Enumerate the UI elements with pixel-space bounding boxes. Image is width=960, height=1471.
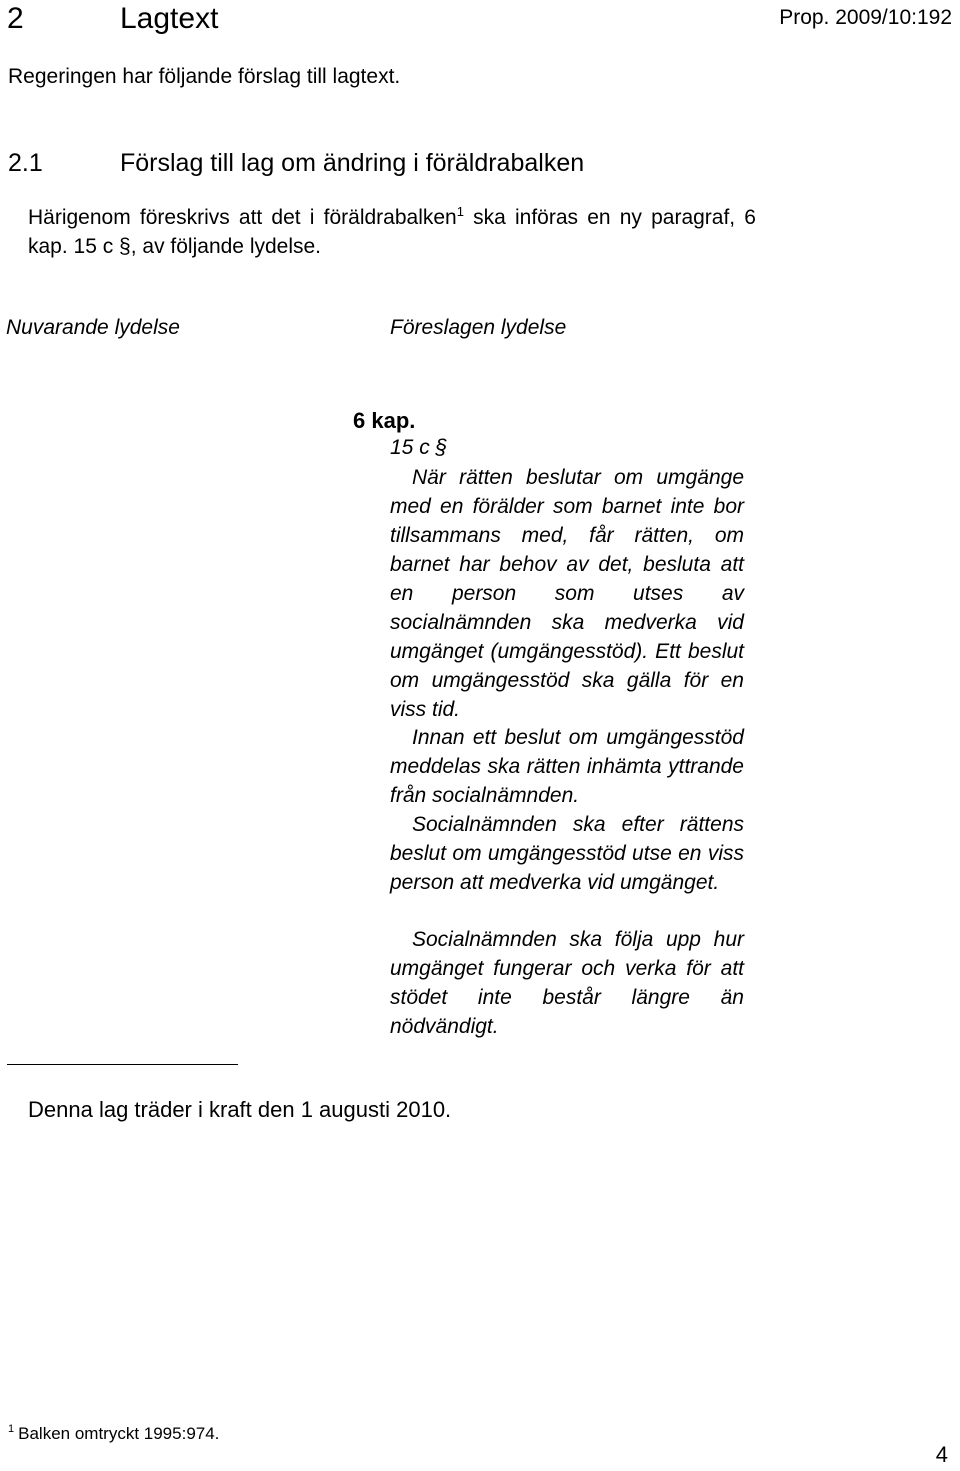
law-paragraph-label: 15 c § — [390, 436, 448, 459]
law-paragraph-2 — [390, 723, 744, 810]
column-heading-proposed: Föreslagen lydelse — [390, 316, 567, 339]
document-reference: Prop. 2009/10:192 — [779, 6, 952, 29]
law-paragraph-2-text: Innan ett beslut om umgängesstöd meddelas ska rätten inhämta yttrande från socialnämnden. — [390, 726, 744, 807]
law-paragraph-4-text: Socialnämnden ska följa upp hur umgänget fungerar och verka för att stödet inte består längre än nödvändigt. — [390, 928, 744, 1038]
section-title: Förslag till lag om ändring i föräldrabalken — [120, 149, 585, 177]
footnote-text: Balken omtryckt 1995:974. — [18, 1424, 220, 1443]
chapter-title: Lagtext — [120, 2, 219, 35]
section-number: 2.1 — [8, 149, 43, 177]
preamble-text-before: Härigenom föreskrivs att det i föräldrabalken — [28, 206, 457, 229]
law-paragraph-3-text: Socialnämnden ska efter rättens beslut om umgängesstöd utse en viss person att medverka vid umgänget. — [390, 813, 744, 894]
law-paragraph-4 — [390, 925, 744, 1041]
law-chapter: 6 kap. — [353, 408, 416, 433]
law-paragraph-1-text: När rätten beslutar om umgänge med en förälder som barnet inte bor tillsammans med, får rätten, om barnet har behov av det, besluta att en person som utses av socialnämnden ska medverka vid umgänget (umgängesstöd). Ett beslut om umgängesstöd ska gälla för en viss tid. — [390, 466, 744, 721]
law-paragraph-3 — [390, 810, 744, 897]
footnote-reference[interactable]: 1 — [456, 204, 464, 219]
column-heading-current: Nuvarande lydelse — [6, 316, 180, 339]
preamble-paragraph — [28, 203, 756, 261]
footnote-marker: 1 — [8, 1423, 15, 1435]
law-paragraph-1 — [390, 463, 744, 724]
page-number: 4 — [935, 1442, 948, 1467]
entry-into-force: Denna lag träder i kraft den 1 augusti 2010. — [28, 1097, 452, 1122]
separator-rule — [7, 1064, 238, 1065]
intro-text: Regeringen har följande förslag till lagtext. — [8, 65, 401, 88]
footnote — [8, 1424, 219, 1444]
preamble-text-after: ska införas en ny paragraf, 6 kap. 15 c §, av följande lydelse. — [28, 206, 756, 258]
chapter-number: 2 — [7, 2, 24, 35]
